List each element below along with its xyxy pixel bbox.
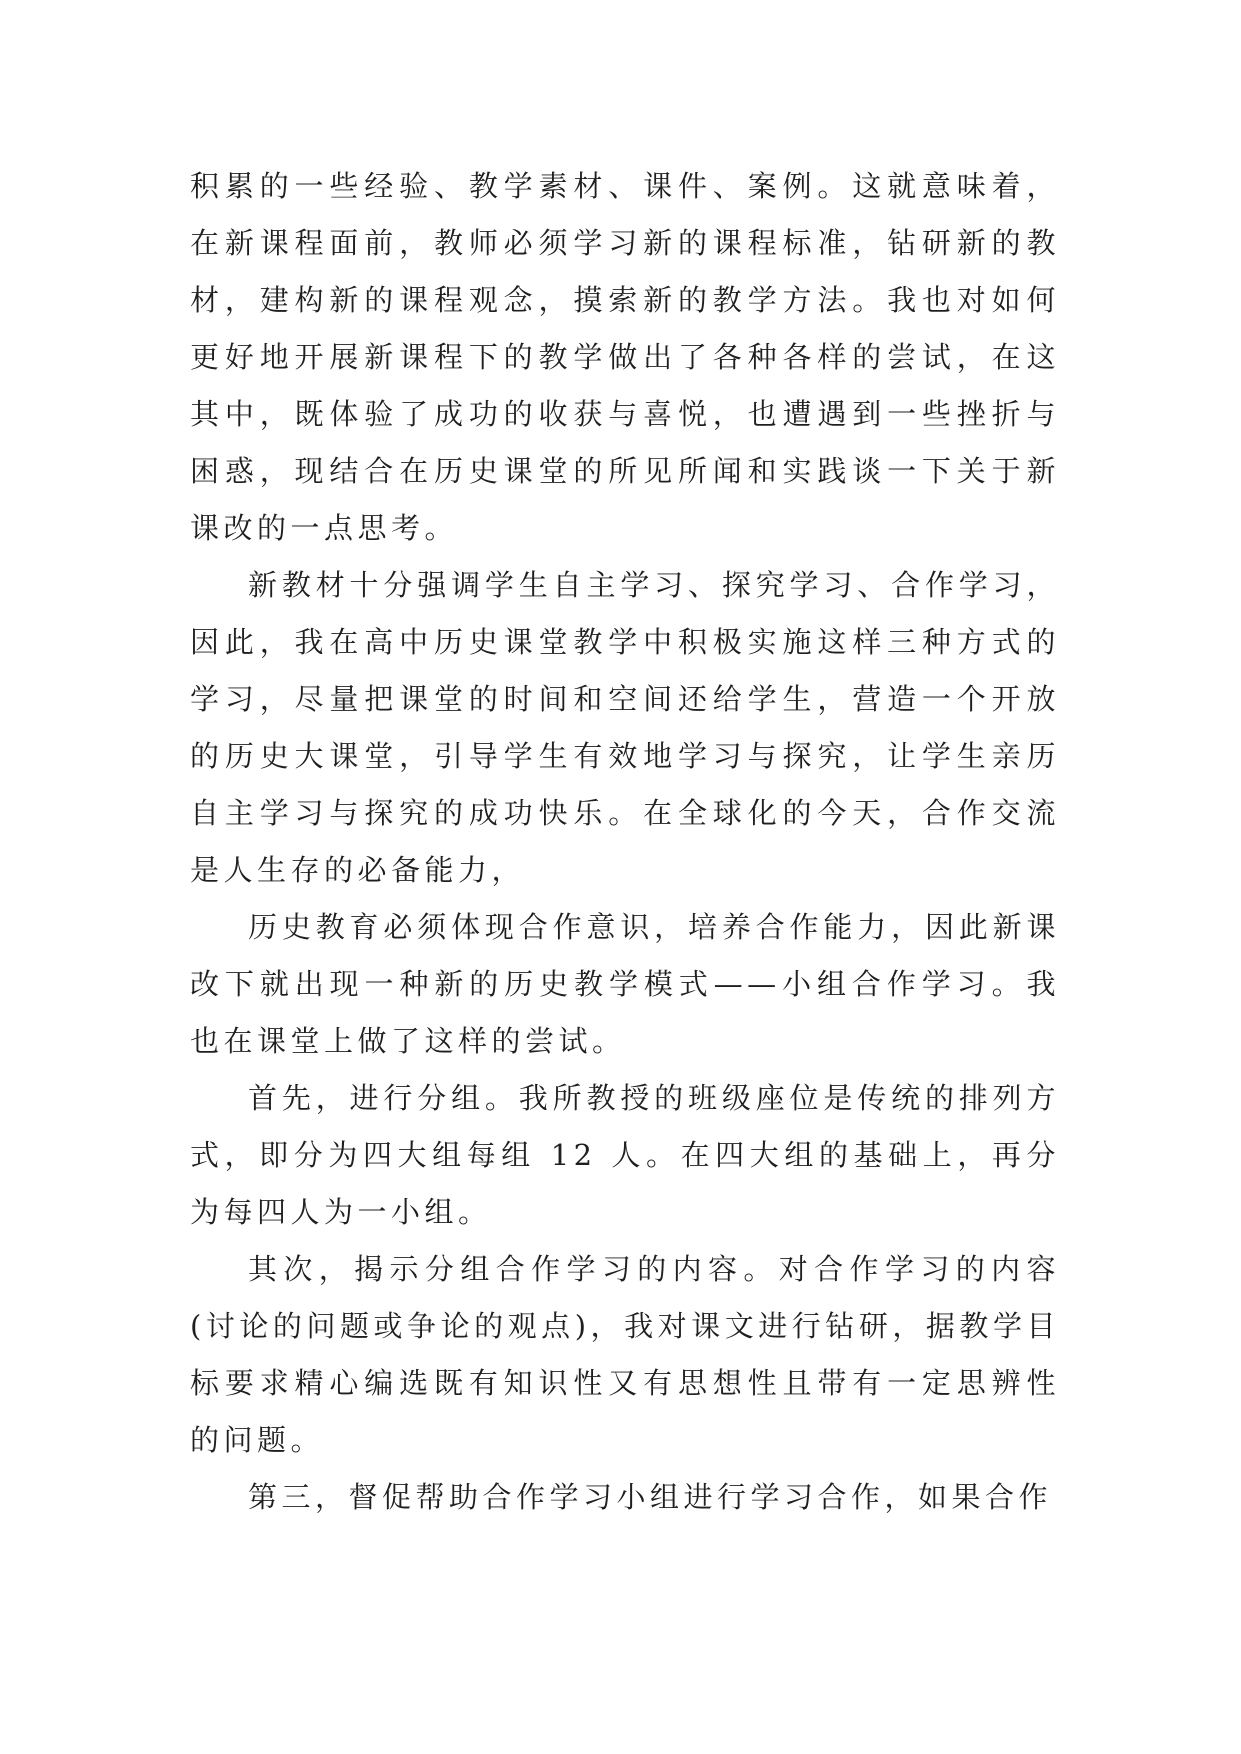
- paragraph-4: 首先，进行分组。我所教授的班级座位是传统的排列方式，即分为四大组每组 12 人。在四大组的基础上，再分为每四人为一小组。: [190, 1081, 1060, 1229]
- paragraph-5: 其次，揭示分组合作学习的内容。对合作学习的内容(讨论的问题或争论的观点)，我对课文进行钻研，据教学目标要求精心编选既有知识性又有思想性且带有一定思辨性的问题。: [190, 1252, 1060, 1457]
- paragraph-1: 积累的一些经验、教学素材、课件、案例。这就意味着，在新课程面前，教师必须学习新的课程标准，钻研新的教材，建构新的课程观念，摸索新的教学方法。我也对如何更好地开展新课程下的教学做出了各种各样的尝试，在这其中，既体验了成功的收获与喜悦，也遭遇到一些挫折与困惑，现结合在历史课堂的所见所闻和实践谈一下关于新课改的一点思考。: [190, 169, 1060, 545]
- document-body: [190, 158, 1060, 1526]
- paragraph-2: 新教材十分强调学生自主学习、探究学习、合作学习，因此，我在高中历史课堂教学中积极实施这样三种方式的学习，尽量把课堂的时间和空间还给学生，营造一个开放的历史大课堂，引导学生有效地学习与探究，让学生亲历自主学习与探究的成功快乐。在全球化的今天，合作交流是人生存的必备能力，: [190, 568, 1060, 887]
- paragraph-3: 历史教育必须体现合作意识，培养合作能力，因此新课改下就出现一种新的历史教学模式——小组合作学习。我也在课堂上做了这样的尝试。: [190, 910, 1060, 1058]
- paragraph-6: 第三，督促帮助合作学习小组进行学习合作，如果合作: [248, 1480, 1053, 1514]
